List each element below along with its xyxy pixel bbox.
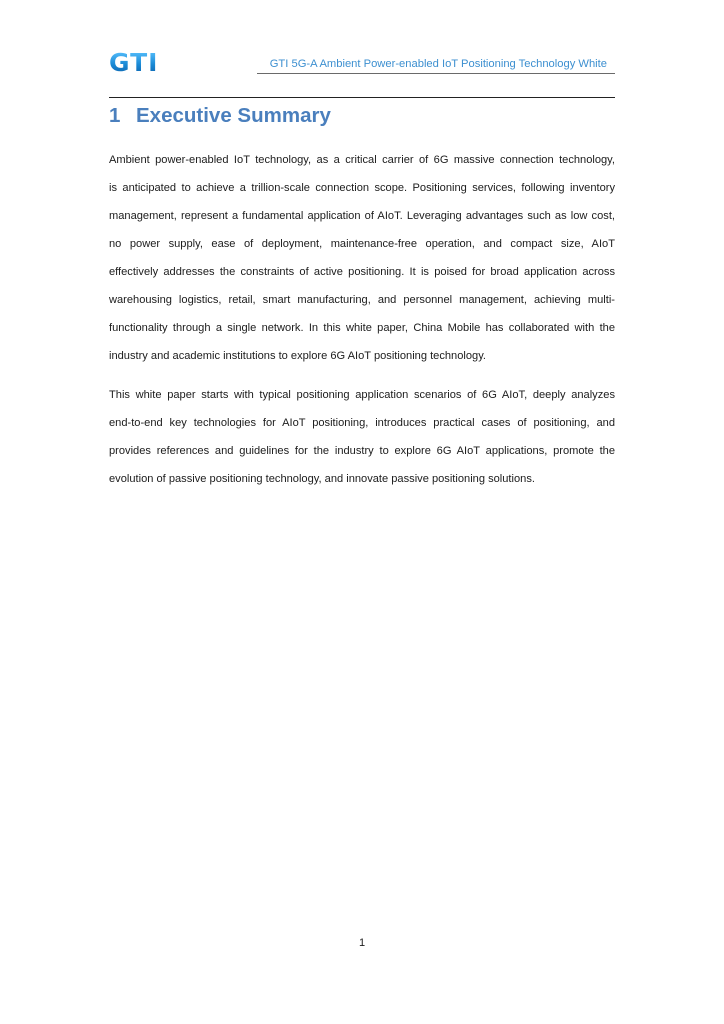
paragraph-line: is anticipated to achieve a trillion-scale connection scope. Positioning services, following inventory <box>109 182 615 194</box>
header-rule <box>257 73 615 74</box>
section-number: 1 <box>109 104 121 127</box>
paragraph-line: effectively addresses the constraints of active positioning. It is poised for broad application across <box>109 266 615 278</box>
section-rule <box>109 97 615 98</box>
page-header <box>109 50 615 76</box>
paragraph-line: provides references and guidelines for the industry to explore 6G AIoT applications, promote the <box>109 445 615 457</box>
paragraph-line: end-to-end key technologies for AIoT positioning, introduces practical cases of positioning, and <box>109 417 615 429</box>
paragraph-line: warehousing logistics, retail, smart manufacturing, and personnel management, achieving multi- <box>109 294 615 306</box>
section-heading <box>109 104 331 128</box>
paragraph-line: evolution of passive positioning technology, and innovate passive positioning solutions. <box>109 473 535 485</box>
paragraph-line: functionality through a single network. In this white paper, China Mobile has collaborated with the <box>109 322 615 334</box>
section-title: Executive Summary <box>136 104 331 127</box>
page-number: 1 <box>358 937 366 949</box>
paragraph-line: This white paper starts with typical positioning application scenarios of 6G AIoT, deeply analyzes <box>109 389 615 401</box>
paragraph-line: industry and academic institutions to explore 6G AIoT positioning technology. <box>109 350 486 362</box>
paragraph-line: management, represent a fundamental application of AIoT. Leveraging advantages such as low cost, <box>109 210 615 222</box>
paragraph-line: no power supply, ease of deployment, maintenance-free operation, and compact size, AIoT <box>109 238 615 250</box>
running-title: GTI 5G-A Ambient Power-enabled IoT Positioning Technology White <box>269 58 607 70</box>
gti-logo: GTI <box>109 48 159 77</box>
paragraph-line: Ambient power-enabled IoT technology, as a critical carrier of 6G massive connection technology, <box>109 154 615 166</box>
